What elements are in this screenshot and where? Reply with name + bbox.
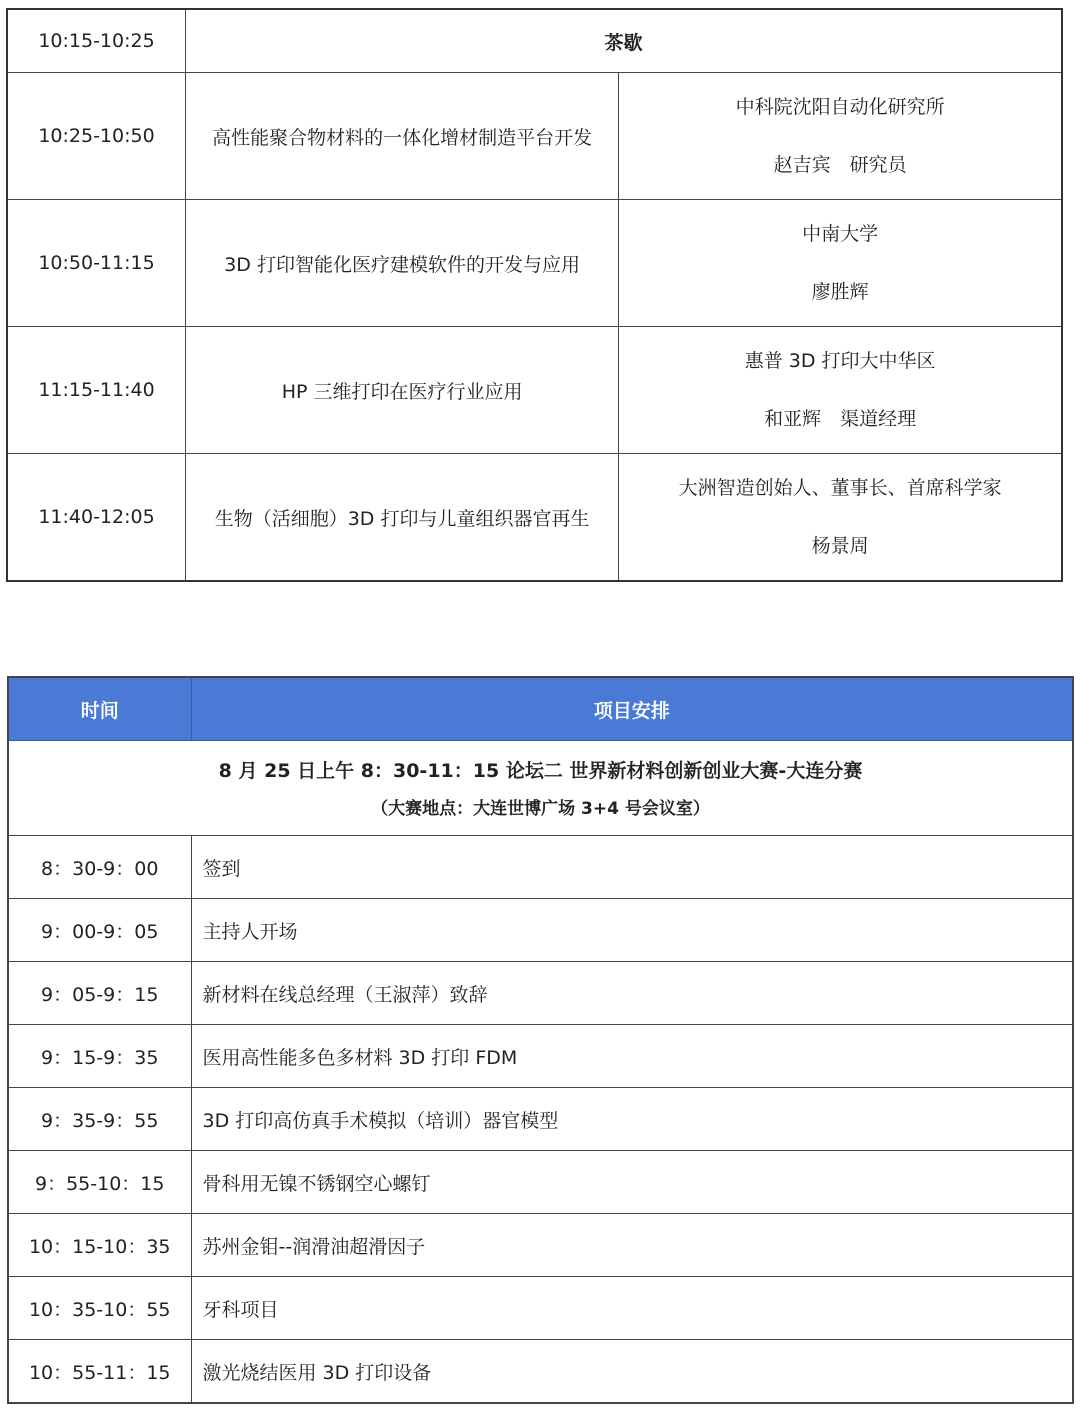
agenda-item: 激光烧结医用 3D 打印设备 (191, 1340, 1073, 1404)
topic-cell: HP 三维打印在医疗行业应用 (186, 327, 619, 454)
section-cell (8, 741, 1073, 836)
tea-break-label: 茶歇 (186, 9, 1063, 73)
speaker-name: 赵吉宾 研究员 (773, 154, 907, 176)
time-cell: 11:15-11:40 (7, 327, 186, 454)
table-row (8, 1151, 1073, 1214)
table-row (8, 1088, 1073, 1151)
speaker-name: 和亚辉 渠道经理 (764, 408, 917, 430)
table-row (7, 454, 1062, 582)
agenda-item: 苏州金钼--润滑油超滑因子 (191, 1214, 1073, 1277)
time-cell: 9：00-9：05 (8, 899, 191, 962)
time-cell: 9：35-9：55 (8, 1088, 191, 1151)
speaker-cell (619, 454, 1062, 582)
schedule-table-forum2 (7, 676, 1074, 1404)
table-row (8, 1277, 1073, 1340)
time-cell: 9：15-9：35 (8, 1025, 191, 1088)
table-row (8, 1214, 1073, 1277)
agenda-item: 骨科用无镍不锈钢空心螺钉 (191, 1151, 1073, 1214)
section-title: 8 月 25 日上午 8：30-11：15 论坛二 世界新材料创新创业大赛-大连分赛 (218, 760, 863, 782)
topic-cell: 高性能聚合物材料的一体化增材制造平台开发 (186, 73, 619, 200)
agenda-item: 牙科项目 (191, 1277, 1073, 1340)
agenda-item: 新材料在线总经理（王淑萍）致辞 (191, 962, 1073, 1025)
table-row (7, 9, 1062, 73)
time-cell: 10:15-10:25 (7, 9, 186, 73)
time-cell: 10：55-11：15 (8, 1340, 191, 1404)
time-cell: 9：55-10：15 (8, 1151, 191, 1214)
table-row (8, 1025, 1073, 1088)
header-time: 时间 (8, 677, 191, 741)
table-row (7, 73, 1062, 200)
time-cell: 8：30-9：00 (8, 836, 191, 899)
agenda-item: 医用高性能多色多材料 3D 打印 FDM (191, 1025, 1073, 1088)
agenda-item: 3D 打印高仿真手术模拟（培训）器官模型 (191, 1088, 1073, 1151)
section-venue: （大赛地点：大连世博广场 3+4 号会议室） (371, 799, 710, 819)
table-row (8, 1340, 1073, 1404)
speaker-name: 廖胜辉 (811, 281, 869, 303)
speaker-org: 中科院沈阳自动化研究所 (735, 96, 945, 118)
schedule-table-top (6, 8, 1063, 582)
topic-cell: 3D 打印智能化医疗建模软件的开发与应用 (186, 200, 619, 327)
speaker-cell (619, 327, 1062, 454)
table-row (8, 836, 1073, 899)
header-agenda: 项目安排 (191, 677, 1073, 741)
speaker-name: 杨景周 (811, 535, 869, 557)
time-cell: 10:50-11:15 (7, 200, 186, 327)
topic-cell: 生物（活细胞）3D 打印与儿童组织器官再生 (186, 454, 619, 582)
time-cell: 10：15-10：35 (8, 1214, 191, 1277)
time-cell: 11:40-12:05 (7, 454, 186, 582)
agenda-item: 主持人开场 (191, 899, 1073, 962)
table-header-row (8, 677, 1073, 741)
speaker-org: 大洲智造创始人、董事长、首席科学家 (678, 477, 1002, 499)
table-row (7, 327, 1062, 454)
table-row (8, 962, 1073, 1025)
speaker-cell (619, 73, 1062, 200)
speaker-org: 中南大学 (802, 223, 879, 245)
section-row (8, 741, 1073, 836)
time-cell: 10:25-10:50 (7, 73, 186, 200)
table-row (7, 200, 1062, 327)
table-row (8, 899, 1073, 962)
speaker-org: 惠普 3D 打印大中华区 (744, 350, 936, 372)
time-cell: 10：35-10：55 (8, 1277, 191, 1340)
agenda-item: 签到 (191, 836, 1073, 899)
speaker-cell (619, 200, 1062, 327)
time-cell: 9：05-9：15 (8, 962, 191, 1025)
